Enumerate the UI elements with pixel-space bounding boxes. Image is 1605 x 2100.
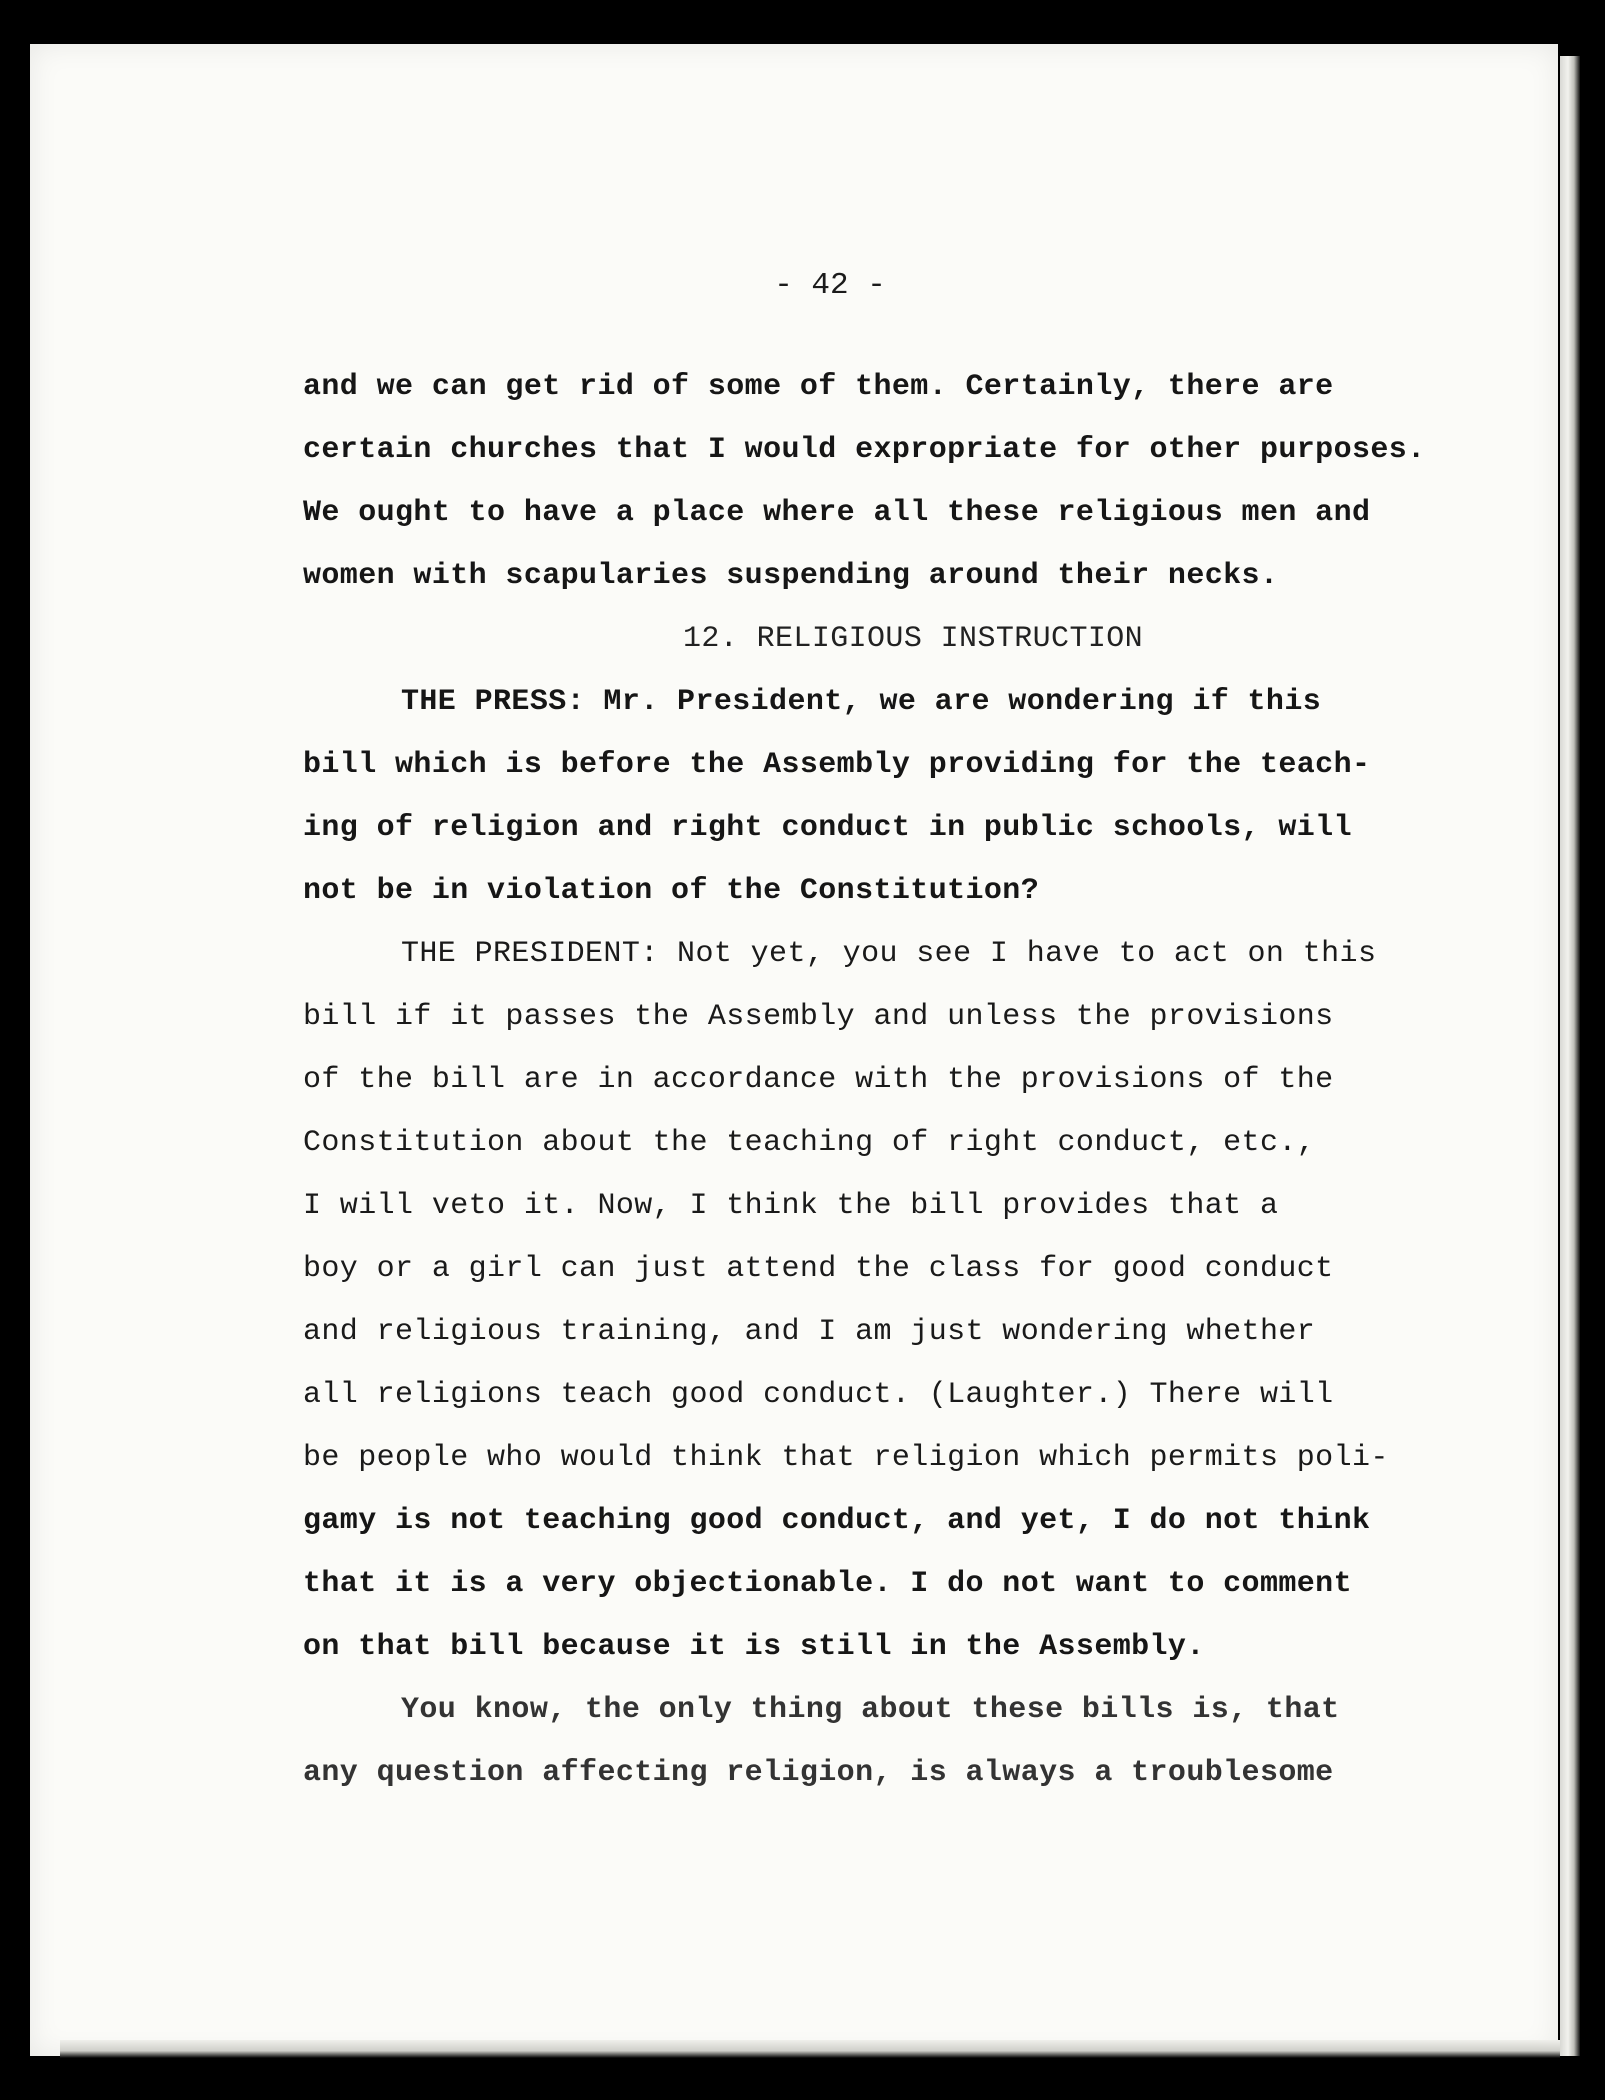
text-line: certain churches that I would expropriate for other purposes. xyxy=(303,433,1426,467)
text-line: Constitution about the teaching of right conduct, etc., xyxy=(303,1126,1316,1160)
text-line: ing of religion and right conduct in public schools, will xyxy=(303,811,1352,845)
text-line: and we can get rid of some of them. Certainly, there are xyxy=(303,370,1334,404)
text-line: women with scapularies suspending around their necks. xyxy=(303,559,1279,593)
text-line: and religious training, and I am just wondering whether xyxy=(303,1315,1316,1349)
text-line: boy or a girl can just attend the class for good conduct xyxy=(303,1252,1334,1286)
text-line: be people who would think that religion which permits poli- xyxy=(303,1441,1389,1475)
text-line: any question affecting religion, is always a troublesome xyxy=(303,1756,1334,1790)
page-edge xyxy=(1560,56,1580,2056)
text-line: THE PRESS: Mr. President, we are wondering if this xyxy=(401,685,1322,719)
transcript-body xyxy=(303,356,1463,1805)
text-line: THE PRESIDENT: Not yet, you see I have to act on this xyxy=(401,937,1377,971)
text-line: that it is a very objectionable. I do not want to comment xyxy=(303,1567,1352,1601)
text-line: bill if it passes the Assembly and unless the provisions xyxy=(303,1000,1334,1034)
text-line: bill which is before the Assembly providing for the teach- xyxy=(303,748,1371,782)
text-line: We ought to have a place where all these religious men and xyxy=(303,496,1371,530)
page-bottom-edge xyxy=(60,2040,1560,2058)
text-line: not be in violation of the Constitution? xyxy=(303,874,1040,908)
text-line: all religions teach good conduct. (Laughter.) There will xyxy=(303,1378,1334,1412)
page-number: - 42 - xyxy=(774,268,886,303)
text-line: of the bill are in accordance with the provisions of the xyxy=(303,1063,1334,1097)
section-heading: 12. RELIGIOUS INSTRUCTION xyxy=(683,622,1144,656)
text-line: You know, the only thing about these bills is, that xyxy=(401,1693,1340,1727)
text-line: I will veto it. Now, I think the bill provides that a xyxy=(303,1189,1279,1223)
text-line: gamy is not teaching good conduct, and yet, I do not think xyxy=(303,1504,1371,1538)
text-line: on that bill because it is still in the Assembly. xyxy=(303,1630,1205,1664)
